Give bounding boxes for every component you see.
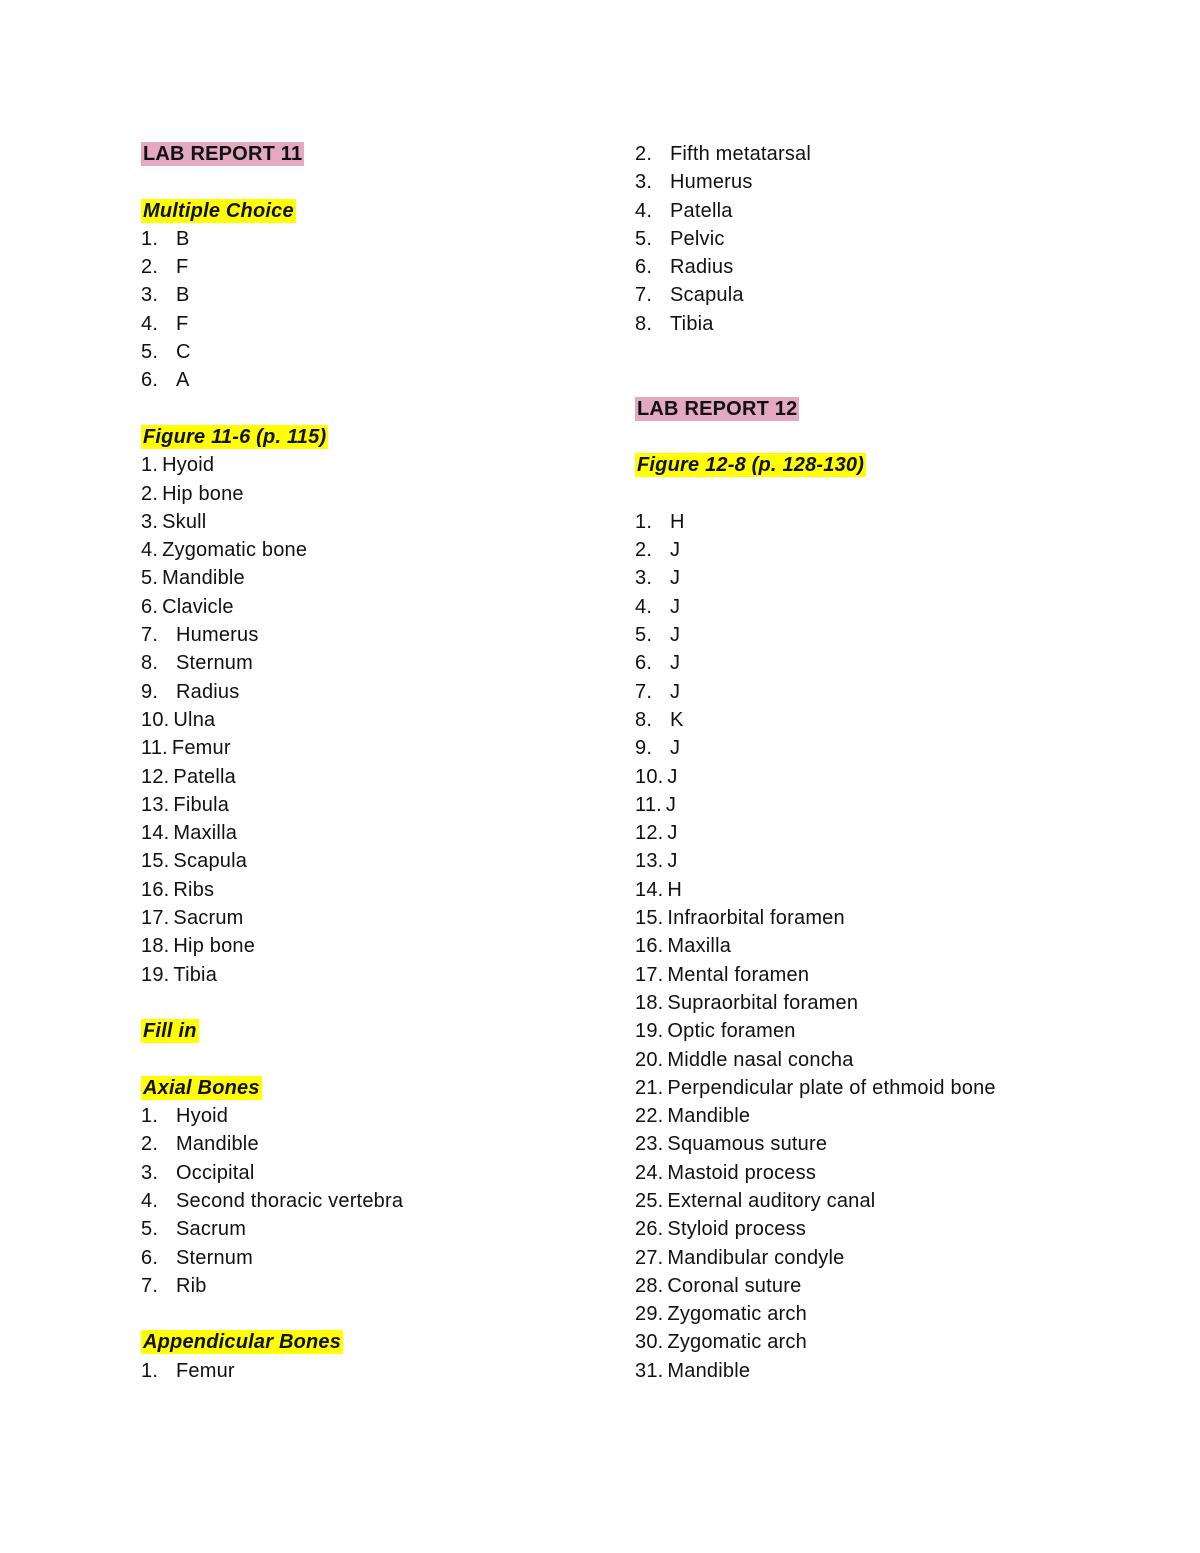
list-item-number: 5. [635, 227, 653, 250]
list-item [635, 932, 1095, 960]
list-item [141, 593, 581, 621]
appendicular-bones-heading: Appendicular Bones [143, 1331, 342, 1354]
list-item-number: 20. [635, 1048, 664, 1071]
list-item-number: 9. [635, 737, 653, 760]
list-item-number: 4. [635, 595, 653, 618]
list-item-number: 6. [141, 369, 159, 392]
list-item [635, 225, 1095, 253]
list-item-number: 7. [141, 624, 159, 647]
list-item-text: F [176, 312, 189, 335]
list-item [635, 140, 1095, 168]
right-column [635, 140, 1095, 1385]
list-item-text: Coronal suture [667, 1274, 802, 1297]
list-item-text: Perpendicular plate of ethmoid bone [667, 1076, 996, 1099]
list-item-number: 21. [635, 1076, 664, 1099]
list-item [635, 791, 1095, 819]
list-item-number: 6. [635, 256, 653, 279]
list-item [141, 847, 581, 875]
list-item-number: 29. [635, 1303, 664, 1326]
list-item-text: Femur [171, 737, 231, 760]
spacer [635, 366, 1095, 394]
list-item [141, 310, 581, 338]
list-item-text: Mandible [162, 567, 245, 590]
list-item-text: Scapula [670, 284, 744, 307]
list-item-number: 6. [141, 1246, 159, 1269]
list-item-text: Sacrum [176, 1218, 247, 1241]
list-item-text: Ribs [173, 878, 215, 901]
list-item [141, 536, 581, 564]
list-item-number: 31. [635, 1359, 664, 1382]
list-item [635, 1074, 1095, 1102]
list-item [141, 649, 581, 677]
list-item-text: Clavicle [162, 595, 234, 618]
list-item-text: Sacrum [173, 907, 244, 930]
list-item [141, 1272, 581, 1300]
list-item-number: 1. [141, 227, 159, 250]
spacer [141, 1046, 581, 1074]
figure-11-6-heading-line [141, 423, 581, 451]
list-item-number: 14. [141, 822, 170, 845]
list-item [635, 763, 1095, 791]
list-item-number: 2. [635, 143, 653, 165]
list-item-number: 10. [635, 765, 664, 788]
list-item [141, 621, 581, 649]
list-item-number: 25. [635, 1189, 664, 1212]
list-item [141, 1130, 581, 1158]
list-item [635, 621, 1095, 649]
list-item [141, 932, 581, 960]
list-item [141, 961, 581, 989]
list-item [635, 253, 1095, 281]
list-item-number: 15. [635, 907, 664, 930]
fill-in-heading: Fill in [143, 1020, 197, 1043]
fill-in-heading-line [141, 1017, 581, 1045]
list-item-text: A [176, 369, 190, 392]
list-item-number: 13. [141, 793, 170, 816]
list-item [635, 1328, 1095, 1356]
list-item-number: 13. [635, 850, 664, 873]
list-item-number: 4. [141, 312, 159, 335]
list-item-text: J [667, 850, 678, 873]
list-item-number: 26. [635, 1218, 664, 1241]
list-item-number: 4. [141, 539, 159, 562]
list-item [635, 1272, 1095, 1300]
appendicular-bones-list [141, 1357, 581, 1385]
list-item [141, 480, 581, 508]
list-item-text: Femur [176, 1359, 235, 1382]
list-item [635, 1159, 1095, 1187]
axial-bones-heading: Axial Bones [143, 1076, 260, 1099]
list-item [141, 876, 581, 904]
list-item-text: Radius [176, 680, 240, 703]
list-item [141, 678, 581, 706]
multiple-choice-heading-line [141, 197, 581, 225]
list-item-number: 5. [141, 341, 159, 364]
list-item-text: Occipital [176, 1161, 255, 1184]
list-item-number: 1. [141, 1105, 159, 1128]
list-item-text: Hip bone [162, 482, 244, 505]
list-item-text: Ulna [173, 708, 216, 731]
list-item-text: J [670, 539, 681, 562]
list-item [635, 1046, 1095, 1074]
list-item-text: H [667, 878, 683, 901]
axial-bones-heading-line [141, 1074, 581, 1102]
list-item-text: Mental foramen [667, 963, 810, 986]
figure-11-6-list [141, 451, 581, 989]
list-item-text: Sternum [176, 652, 253, 675]
list-item-text: Mandible [176, 1133, 259, 1156]
multiple-choice-heading: Multiple Choice [143, 199, 294, 222]
list-item-number: 11. [635, 793, 662, 816]
list-item [141, 904, 581, 932]
list-item-number: 3. [141, 1161, 159, 1184]
list-item-number: 24. [635, 1161, 664, 1184]
list-item-text: J [667, 822, 678, 845]
list-item-text: B [176, 284, 190, 307]
list-item-number: 7. [141, 1274, 159, 1297]
list-item-number: 3. [635, 567, 653, 590]
list-item-number: 10. [141, 708, 170, 731]
list-item-number: 8. [141, 652, 159, 675]
list-item [141, 338, 581, 366]
list-item-number: 7. [635, 284, 653, 307]
list-item-number: 8. [635, 708, 653, 731]
list-item-text: Hip bone [173, 935, 256, 958]
list-item [635, 508, 1095, 536]
list-item-text: Mandibular condyle [667, 1246, 845, 1269]
list-item [635, 847, 1095, 875]
list-item-text: B [176, 227, 190, 250]
list-item [635, 281, 1095, 309]
list-item-number: 3. [141, 284, 159, 307]
figure-11-6-heading: Figure 11-6 (p. 115) [143, 425, 327, 448]
list-item-number: 23. [635, 1133, 664, 1156]
list-item-number: 14. [635, 878, 664, 901]
list-item [141, 281, 581, 309]
list-item [141, 763, 581, 791]
list-item [635, 536, 1095, 564]
list-item [141, 1215, 581, 1243]
list-item-text: Squamous suture [667, 1133, 828, 1156]
list-item [635, 310, 1095, 338]
list-item [635, 734, 1095, 762]
left-column [141, 140, 581, 1385]
list-item-number: 4. [141, 1189, 159, 1212]
spacer [635, 423, 1095, 451]
list-item-text: Scapula [173, 850, 248, 873]
list-item-number: 27. [635, 1246, 664, 1269]
list-item-number: 1. [141, 1359, 159, 1382]
list-item [635, 1215, 1095, 1243]
list-item [635, 1357, 1095, 1385]
list-item-text: Zygomatic arch [667, 1331, 807, 1354]
list-item-text: Zygomatic arch [667, 1303, 807, 1326]
list-item [141, 1187, 581, 1215]
list-item-text: Fifth metatarsal [670, 143, 812, 165]
list-item [635, 989, 1095, 1017]
list-item-number: 8. [635, 312, 653, 335]
spacer [141, 1300, 581, 1328]
list-item-number: 2. [141, 1133, 159, 1156]
list-item-number: 16. [141, 878, 170, 901]
list-item [635, 1244, 1095, 1272]
list-item-number: 2. [635, 539, 653, 562]
list-item [141, 1102, 581, 1130]
spacer [635, 338, 1095, 366]
figure-12-8-heading: Figure 12-8 (p. 128-130) [637, 454, 865, 477]
spacer [635, 480, 1095, 508]
list-item [141, 1159, 581, 1187]
lab-report-11-title: LAB REPORT 11 [143, 143, 303, 165]
list-item [141, 791, 581, 819]
figure-12-8-heading-line [635, 451, 1095, 479]
list-item [141, 819, 581, 847]
list-item-number: 7. [635, 680, 653, 703]
list-item-text: Rib [176, 1274, 207, 1297]
list-item [635, 678, 1095, 706]
list-item-text: Patella [670, 199, 733, 222]
list-item-text: Second thoracic vertebra [176, 1189, 404, 1212]
list-item [141, 564, 581, 592]
list-item [635, 593, 1095, 621]
list-item-text: Radius [670, 256, 734, 279]
lab-report-12-title-line [635, 395, 1095, 423]
list-item [635, 1017, 1095, 1045]
list-item-text: J [670, 624, 681, 647]
list-item-text: Patella [173, 765, 236, 788]
list-item [635, 904, 1095, 932]
list-item-text: External auditory canal [667, 1189, 876, 1212]
list-item-number: 17. [141, 907, 170, 930]
lab-report-12-title: LAB REPORT 12 [637, 397, 798, 420]
list-item [141, 253, 581, 281]
spacer [141, 989, 581, 1017]
list-item-text: Pelvic [670, 227, 725, 250]
list-item-number: 18. [635, 991, 664, 1014]
list-item [635, 706, 1095, 734]
list-item-text: Mandible [667, 1105, 751, 1128]
list-item-number: 16. [635, 935, 664, 958]
list-item [635, 1130, 1095, 1158]
list-item-number: 1. [141, 454, 159, 477]
list-item-number: 9. [141, 680, 159, 703]
list-item-number: 4. [635, 199, 653, 222]
list-item [635, 564, 1095, 592]
list-item-number: 2. [141, 482, 159, 505]
axial-bones-list [141, 1102, 581, 1300]
list-item-text: J [670, 737, 681, 760]
list-item-text: Maxilla [667, 935, 732, 958]
list-item [635, 1300, 1095, 1328]
list-item-text: H [670, 510, 685, 533]
list-item-text: Mandible [667, 1359, 751, 1382]
list-item-text: Hyoid [176, 1105, 229, 1128]
list-item [141, 706, 581, 734]
list-item-text: Humerus [670, 171, 753, 194]
list-item-text: Mastoid process [667, 1161, 817, 1184]
list-item-number: 3. [635, 171, 653, 194]
list-item-text: Skull [162, 510, 207, 533]
list-item-text: Tibia [173, 963, 218, 986]
figure-12-8-list [635, 508, 1095, 1385]
list-item [141, 508, 581, 536]
list-item-text: Sternum [176, 1246, 253, 1269]
multiple-choice-list [141, 225, 581, 395]
list-item-text: Supraorbital foramen [667, 991, 859, 1014]
list-item-number: 19. [141, 963, 170, 986]
list-item-text: Styloid process [667, 1218, 807, 1241]
list-item-number: 6. [635, 652, 653, 675]
list-item-text: Humerus [176, 624, 259, 647]
list-item-text: Zygomatic bone [162, 539, 308, 562]
list-item-number: 17. [635, 963, 664, 986]
list-item-number: 2. [141, 256, 159, 279]
list-item-number: 15. [141, 850, 170, 873]
list-item-text: J [670, 595, 681, 618]
spacer [141, 168, 581, 196]
spacer [141, 395, 581, 423]
list-item [635, 168, 1095, 196]
list-item [141, 734, 581, 762]
list-item [635, 1187, 1095, 1215]
list-item-number: 22. [635, 1105, 664, 1128]
list-item-text: F [176, 256, 189, 279]
list-item-number: 18. [141, 935, 170, 958]
list-item [141, 225, 581, 253]
list-item [635, 649, 1095, 677]
list-item-text: C [176, 341, 191, 364]
list-item-number: 3. [141, 510, 159, 533]
list-item [635, 197, 1095, 225]
list-item [635, 961, 1095, 989]
appendicular-bones-heading-line [141, 1328, 581, 1356]
list-item [141, 451, 581, 479]
list-item-text: Tibia [670, 312, 714, 335]
list-item-number: 1. [635, 510, 653, 533]
list-item-text: J [670, 680, 681, 703]
list-item-number: 12. [141, 765, 170, 788]
list-item-number: 19. [635, 1020, 664, 1043]
list-item-text: Optic foramen [667, 1020, 796, 1043]
list-item-number: 5. [635, 624, 653, 647]
list-item-number: 5. [141, 567, 159, 590]
list-item-number: 6. [141, 595, 159, 618]
list-item-number: 30. [635, 1331, 664, 1354]
list-item [635, 1102, 1095, 1130]
list-item-number: 11. [141, 737, 168, 760]
list-item-text: J [670, 652, 681, 675]
list-item-text: Infraorbital foramen [667, 907, 845, 930]
list-item-number: 12. [635, 822, 664, 845]
list-item [141, 1244, 581, 1272]
list-item [141, 1357, 581, 1385]
list-item-text: Middle nasal concha [667, 1048, 854, 1071]
lab-report-11-title-line [141, 140, 581, 168]
list-item-text: Maxilla [173, 822, 238, 845]
list-item-text: J [667, 765, 678, 788]
list-item [635, 819, 1095, 847]
list-item-text: J [670, 567, 681, 590]
list-item-number: 5. [141, 1218, 159, 1241]
list-item-text: J [665, 793, 677, 816]
list-item-text: K [670, 708, 684, 731]
list-item-number: 28. [635, 1274, 664, 1297]
list-item [635, 876, 1095, 904]
list-item-text: Fibula [173, 793, 230, 816]
list-item-text: Hyoid [162, 454, 215, 477]
list-item [141, 366, 581, 394]
appendicular-bones-continued-list [635, 140, 1095, 338]
